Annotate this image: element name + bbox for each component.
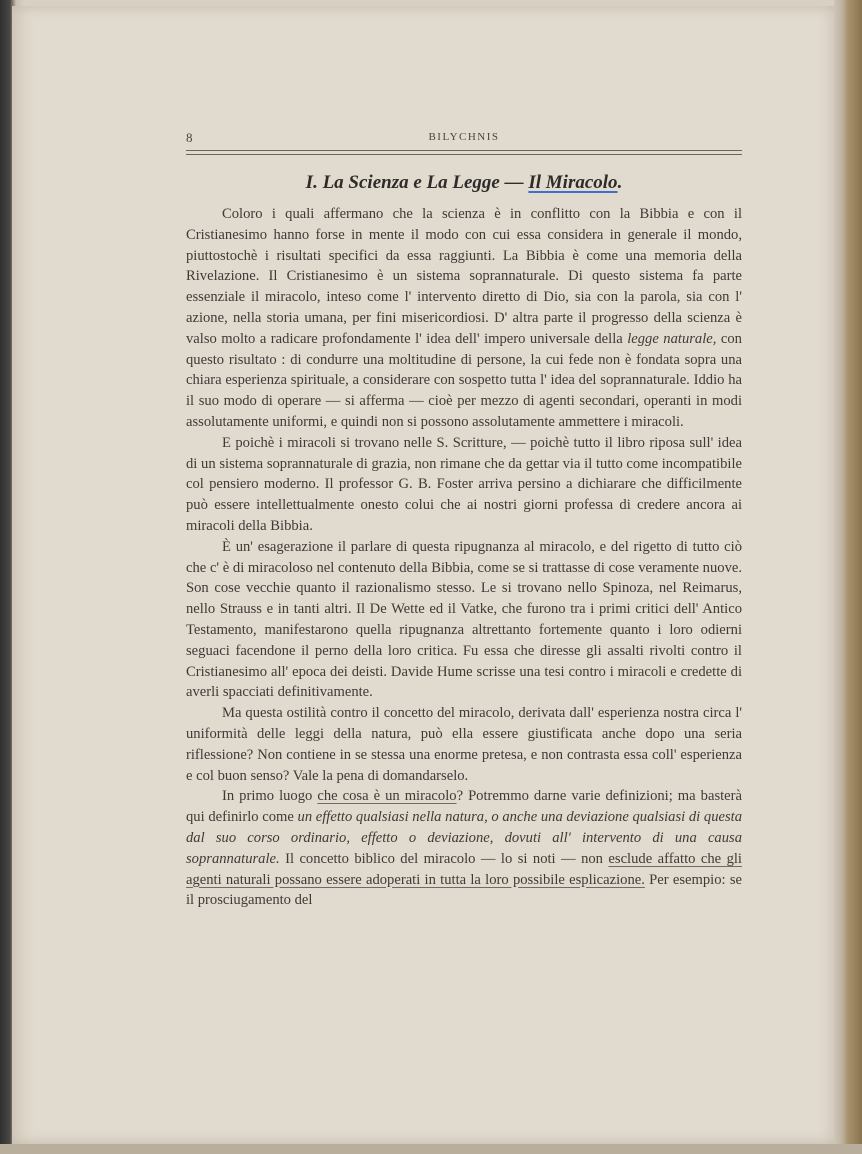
running-title: BILYCHNIS xyxy=(428,131,500,143)
paragraph-1-text-1: Coloro i quali affermano che la scienza è in conflitto con la Bibbia e con il Cristianesimo hanno forse in mente il modo con cui essa considera in generale il mondo, piuttostochè i risultati specifici da essa raggiunti. La Bibbia è come una memoria della Rivelazione. Il Cristianesimo è un sistema soprannaturale. Di questo sistema fa parte essenziale il miracolo, inteso come l' intervento diretto di Dio, sia con la parola, sia con l' azione, nella storia umana, per fini misericordiosi. D' altra parte il progresso della scienza è valso molto a radicare profondamente l' idea dell' impero universale della xyxy=(186,206,742,347)
section-title-suffix: . xyxy=(617,172,623,193)
section-title xyxy=(186,172,742,194)
paragraph-5-underlined-1: che cosa è un miracolo xyxy=(317,788,457,805)
paragraph-4: Ma questa ostilità contro il concetto del miracolo, derivata dall' esperienza nostra circa l' uniformità delle leggi della natura, può ella essere giustificata anche dopo una seria riflessione? Non contiene in se stessa una enorme pretesa, e non contrasta essa coll' esperienza e col buon senso? Vale la pena di domandarselo. xyxy=(186,705,742,784)
paragraph-1-italic: legge naturale, xyxy=(627,330,717,347)
paragraph-5-text-4: Per esempio: se il prosciugamento del xyxy=(186,871,742,909)
page-edge-bottom xyxy=(0,1144,862,1154)
page-edge-right xyxy=(834,0,862,1154)
section-title-highlight: Il Miracolo xyxy=(528,172,618,193)
paragraph-5-underlined-2: esclude affatto che gli agenti naturali possano essere adoperati in tutta la loro possibile esplicazione. xyxy=(186,850,742,888)
paragraph-3: È un' esagerazione il parlare di questa ripugnanza al miracolo, e del rigetto di tutto ciò che c' è di miracoloso nel contenuto della Bibbia, come se si trattasse di cose veramente nuove. Son cose vecchie quanto il razionalismo stesso. Le si trovano nello Spinoza, nel Reimarus, nello Strauss e in tanti altri. Il De Wette ed il Vatke, che furono tra i primi critici dell' Antico Testamento, manifestarono quella ripugnanza altrettanto fortemente quanto i loro odierni seguaci facendone il perno della loro critica. Fu essa che diresse gli assalti rivolti contro il Cristianesimo all' epoca dei deisti. Davide Hume scrisse una tesi contro i miracoli e credette di averli spacciati definitivamente. xyxy=(186,538,742,701)
body-text xyxy=(186,204,742,911)
page-number: 8 xyxy=(186,130,193,145)
section-title-prefix: I. La Scienza e La Legge — xyxy=(305,172,529,193)
header-rule xyxy=(186,150,742,155)
paragraph-5-text-1: In primo luogo xyxy=(222,788,318,805)
paragraph-1-text-2: con questo risultato : di condurre una moltitudine di persone, la cui fede non è fondata sopra una chiara esperienza spirituale, a considerare con sospetto tutta l' idea del soprannaturale. Iddio ha il suo modo di operare — si afferma — cioè per mezzo di agenti secondari, operanti in modi assolutamente uniformi, e quindi non si possono assolutamente ammettere i miracoli. xyxy=(186,330,742,430)
paragraph-5-text-2: ? Potremmo darne varie definizioni; ma basterà qui definirlo come xyxy=(186,788,742,826)
page-header xyxy=(186,130,742,148)
paragraph-2: E poichè i miracoli si trovano nelle S. Scritture, — poichè tutto il libro riposa sull' idea di un sistema soprannaturale di grazia, non rimane che da gettar via il tutto come incompatibile col pensiero moderno. Il professor G. B. Foster arriva persino a dichiarare che difficilmente può essere intellettualmente onesto colui che ai nostri giorni professa di credere ancora ai miracoli della Bibbia. xyxy=(186,434,742,534)
paragraph-5 xyxy=(186,786,742,911)
paragraph-5-italic: un effetto qualsiasi nella natura, o anche una deviazione qualsiasi di questa dal suo corso ordinario, effetto o deviazione, dovuti all' intervento di una causa soprannaturale. xyxy=(186,809,742,867)
paragraph-5-text-3: Il concetto biblico del miracolo — lo si noti — non xyxy=(279,850,609,867)
paragraph-1 xyxy=(186,204,742,433)
